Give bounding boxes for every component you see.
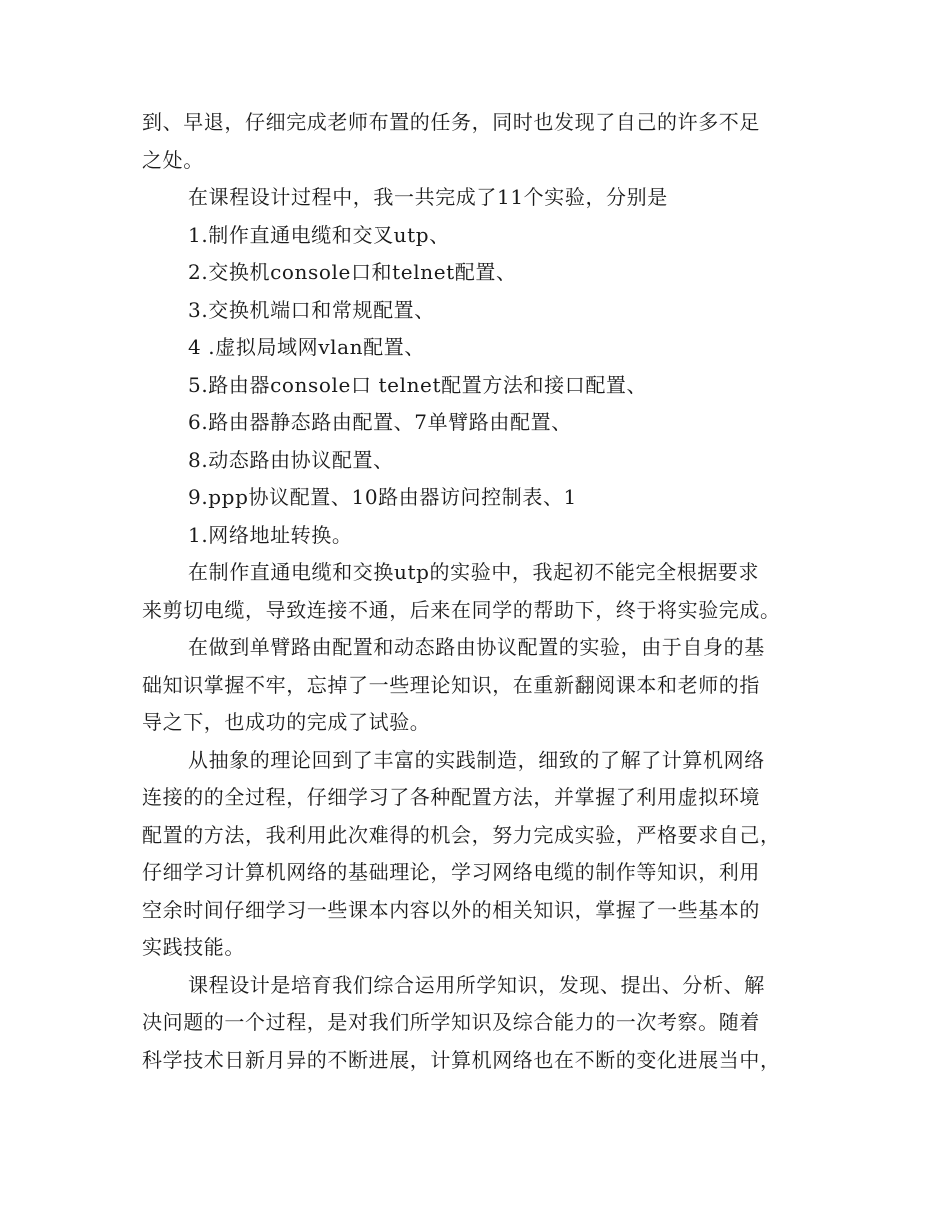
text-line: 课程设计是培育我们综合运用所学知识，发现、提出、分析、解 — [188, 972, 765, 997]
list-item: 1.网络地址转换。 — [188, 522, 353, 547]
text-line: 实践技能。 — [142, 935, 245, 959]
list-item: 9.ppp协议配置、10路由器访问控制表、1 — [188, 485, 577, 509]
text-line: 础知识掌握不牢，忘掉了一些理论知识，在重新翻阅课本和老师的指 — [142, 672, 760, 697]
text-line: 之处。 — [142, 147, 204, 172]
list-item: 2.交换机console口和telnet配置、 — [188, 260, 517, 284]
text-line: 从抽象的理论回到了丰富的实践制造，细致的了解了计算机网络 — [188, 747, 765, 772]
text-line: 到、早退，仔细完成老师布置的任务，同时也发现了自己的许多不足 — [142, 110, 760, 134]
text-line: 科学技术日新月异的不断进展，计算机网络也在不断的变化进展当中， — [142, 1047, 781, 1072]
text-line: 在制作直通电缆和交换utp的实验中，我起初不能完全根据要求 — [188, 560, 760, 584]
text-line: 导之下，也成功的完成了试验。 — [142, 710, 431, 734]
text-line: 决问题的一个过程，是对我们所学知识及综合能力的一次考察。随着 — [142, 1010, 760, 1034]
text-line: 连接的的全过程，仔细学习了各种配置方法，并掌握了利用虚拟环境 — [142, 785, 760, 809]
list-item: 1.制作直通电缆和交叉utp、 — [188, 222, 450, 247]
list-item: 4 .虚拟局域网vlan配置、 — [188, 335, 425, 359]
text-line: 配置的方法，我利用此次难得的机会，努力完成实验，严格要求自己， — [142, 822, 781, 847]
text-line: 在做到单臂路由配置和动态路由协议配置的实验，由于自身的基 — [188, 635, 765, 659]
body-text — [142, 104, 810, 1079]
text-line: 在课程设计过程中，我一共完成了11个实验，分别是 — [188, 185, 668, 209]
text-line: 空余时间仔细学习一些课本内容以外的相关知识，掌握了一些基本的 — [142, 897, 760, 922]
list-item: 6.路由器静态路由配置、7单臂路由配置、 — [188, 410, 572, 434]
list-item: 3.交换机端口和常规配置、 — [188, 297, 435, 322]
text-line: 仔细学习计算机网络的基础理论，学习网络电缆的制作等知识，利用 — [142, 860, 760, 884]
list-item: 5.路由器console口 telnet配置方法和接口配置、 — [188, 372, 648, 397]
list-item: 8.动态路由协议配置、 — [188, 447, 394, 472]
text-line: 来剪切电缆，导致连接不通，后来在同学的帮助下，终于将实验完成。 — [142, 597, 781, 622]
